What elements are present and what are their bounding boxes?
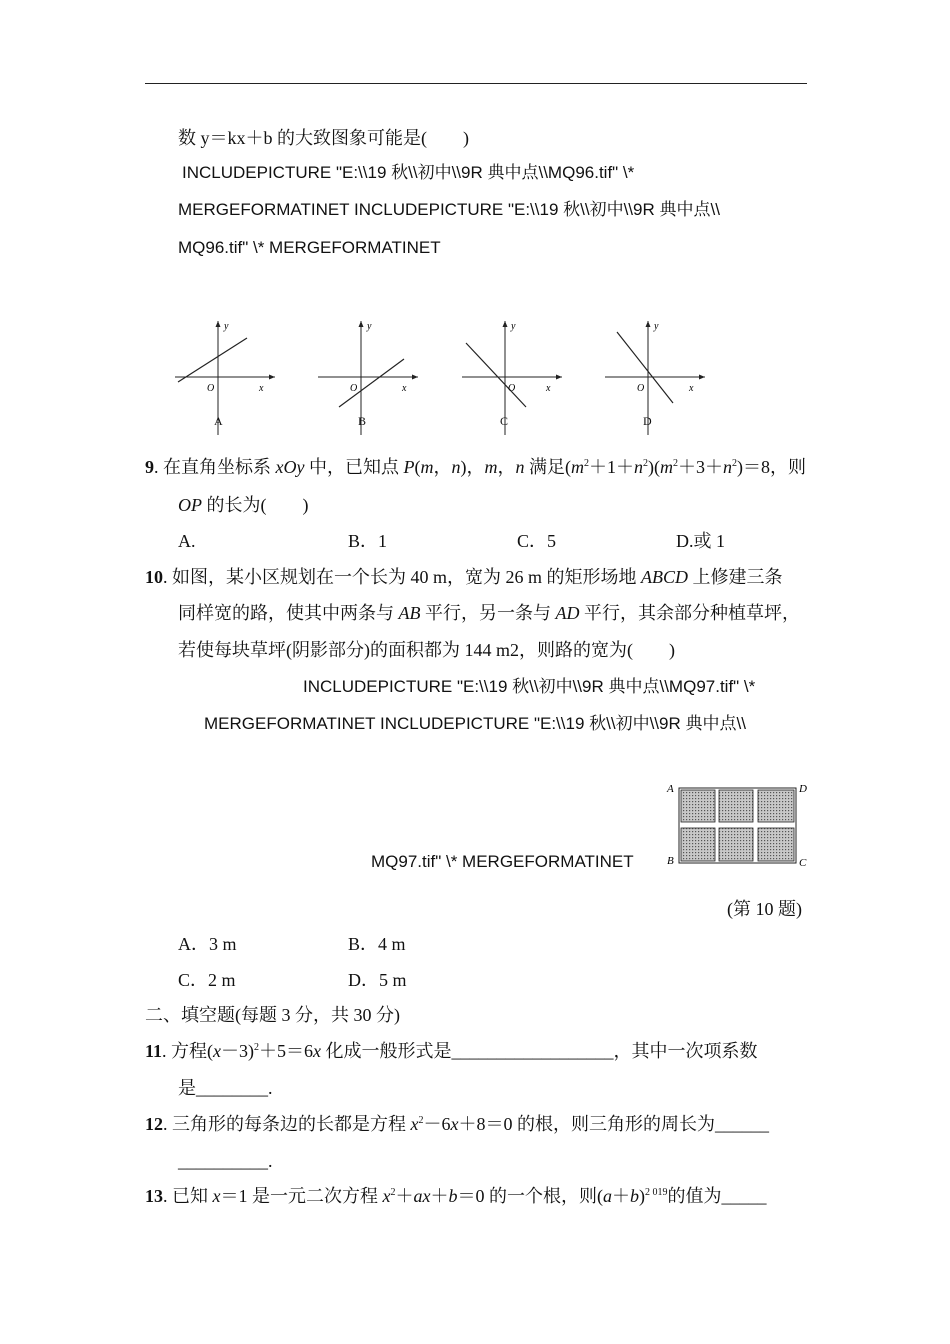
- corner-d: D: [799, 783, 807, 795]
- q12-var: x: [410, 1114, 419, 1134]
- q9-number: 9: [145, 457, 154, 477]
- q11-var: x: [213, 1041, 222, 1061]
- q8-include3: MQ96.tif" \* MERGEFORMATINET: [178, 238, 441, 257]
- q9-text: )(: [647, 457, 660, 477]
- q10-number: 10: [145, 567, 163, 587]
- q9-sup: 2: [642, 458, 648, 469]
- graph-a: [175, 315, 275, 435]
- graph-b-y-label: y: [367, 321, 372, 332]
- graph-c-label: C: [500, 414, 509, 428]
- q10-text: 平行，另一条与: [420, 603, 556, 623]
- q9-line2: [178, 493, 309, 517]
- q8-include1: INCLUDEPICTURE "E:\\19 秋\\初中\\9R 典中点\\MQ96.tif" \*: [182, 163, 635, 182]
- graph-c-line: [466, 343, 526, 407]
- q12-line2: __________.: [178, 1151, 273, 1171]
- q9-option-c: C．5: [517, 531, 557, 551]
- graph-c-y-label: y: [511, 321, 516, 332]
- q12-text: －6: [423, 1114, 451, 1134]
- graph-c-x-label: x: [546, 383, 551, 394]
- q10-text: 上修建三条: [688, 567, 783, 587]
- q9-line1: [145, 455, 806, 479]
- q13-text: ): [639, 1186, 645, 1206]
- q13-text: . 已知: [163, 1186, 213, 1206]
- q11-text: ＋5＝6: [259, 1041, 314, 1061]
- graph-b-origin: O: [350, 383, 358, 394]
- graph-d-line: [617, 332, 673, 403]
- q12-text: ＋8＝0 的根，则三角形的周长为______: [458, 1114, 769, 1134]
- q9-sup: 2: [672, 458, 678, 469]
- q13-var: x: [212, 1186, 221, 1206]
- q9-var: xOy: [275, 457, 305, 477]
- q13-text: ＝0 的一个根，则(: [457, 1186, 603, 1206]
- q10-line1: [145, 565, 783, 589]
- q10-line3: 若使每块草坪(阴影部分)的面积都为 144 m2，则路的宽为( ): [178, 640, 675, 660]
- q10-option-d: D．5 m: [348, 970, 407, 990]
- q13-text: 的值为_____: [667, 1186, 767, 1206]
- q12-text: . 三角形的每条边的长都是方程: [163, 1114, 411, 1134]
- q10-option-b: B．4 m: [348, 934, 406, 954]
- q9-var: n: [722, 457, 732, 477]
- q10-include1: INCLUDEPICTURE "E:\\19 秋\\初中\\9R 典中点\\MQ97.tif" \*: [303, 677, 756, 696]
- q13-sup: 2: [390, 1187, 396, 1198]
- q9-text: 满足(: [524, 457, 571, 477]
- q9-sup: 2: [731, 458, 737, 469]
- q11-line2: 是________.: [178, 1078, 273, 1098]
- graph-a-line: [178, 338, 247, 382]
- q9-text: (: [414, 457, 421, 477]
- graph-d-y-label: y: [654, 321, 659, 332]
- q13-text: ＋: [612, 1186, 630, 1206]
- q9-var: n: [515, 457, 525, 477]
- q9-text: ，: [433, 457, 452, 477]
- q9-text: . 在直角坐标系: [154, 457, 276, 477]
- q9-sup: 2: [583, 458, 589, 469]
- graph-c: [462, 315, 562, 435]
- q9-var: OP: [178, 495, 202, 515]
- q12-sup: 2: [418, 1115, 424, 1126]
- q11-text: . 方程(: [162, 1041, 214, 1061]
- q10-figure: [662, 780, 812, 872]
- q9-var: n: [633, 457, 643, 477]
- corner-a: A: [667, 783, 674, 795]
- q11-line1: [145, 1039, 758, 1063]
- q9-option-d: D.或 1: [676, 531, 725, 551]
- q11-text: 化成一般形式是__________________，其中一次项系数: [321, 1041, 758, 1061]
- graph-b-label: B: [358, 414, 367, 428]
- q13-text: ＋: [395, 1186, 414, 1206]
- graph-b-line: [339, 359, 404, 407]
- q10-option-a: A．3 m: [178, 934, 237, 954]
- q9-var: n: [451, 457, 461, 477]
- corner-b: B: [667, 855, 674, 867]
- q9-text: ＋3＋: [677, 457, 723, 477]
- q9-var: m: [659, 457, 673, 477]
- q10-include2: MERGEFORMATINET INCLUDEPICTURE "E:\\19 秋\\初中\\9R 典中点\\: [204, 714, 746, 733]
- q13-text: ＝1 是一元二次方程: [220, 1186, 383, 1206]
- q13-var: b: [448, 1186, 458, 1206]
- q13-sup: 2 019: [645, 1187, 668, 1198]
- q10-var: AB: [398, 603, 421, 623]
- q9-text: )，: [460, 457, 485, 477]
- q10-text: 同样宽的路，使其中两条与: [178, 603, 399, 623]
- graph-d-origin: O: [637, 383, 645, 394]
- q10-var: AD: [555, 603, 580, 623]
- q10-include3: MQ97.tif" \* MERGEFORMATINET: [371, 852, 634, 871]
- q12-line1: [145, 1112, 769, 1136]
- q10-line2: [178, 601, 800, 625]
- graph-b-x-label: x: [402, 383, 407, 394]
- graph-d-label: D: [643, 414, 652, 428]
- graph-a-origin: O: [207, 383, 215, 394]
- q12-var: x: [450, 1114, 459, 1134]
- q12-number: 12: [145, 1114, 163, 1134]
- q11-number: 11: [145, 1041, 163, 1061]
- q10-text: . 如图，某小区规划在一个长为 40 m，宽为 26 m 的矩形场地: [163, 567, 641, 587]
- q9-var: m: [570, 457, 584, 477]
- graph-d-x-label: x: [689, 383, 694, 394]
- q11-var: x: [313, 1041, 322, 1061]
- q9-var: P: [403, 457, 415, 477]
- q9-text: 中，已知点: [304, 457, 404, 477]
- q10-var: ABCD: [641, 567, 688, 587]
- q11-text: －3): [221, 1041, 255, 1061]
- section-heading: 二、填空题(每题 3 分，共 30 分): [145, 1005, 400, 1025]
- q10-caption: (第 10 题): [727, 899, 802, 919]
- q10-text: 平行，其余部分种植草坪，: [579, 603, 800, 623]
- q13-var: b: [630, 1186, 639, 1206]
- q9-text: ，: [497, 457, 516, 477]
- graph-c-origin: O: [508, 383, 516, 394]
- header-rule: [145, 83, 807, 84]
- q9-option-b: B．1: [348, 531, 388, 551]
- q13-line1: [145, 1184, 767, 1208]
- q10-option-c: C．2 m: [178, 970, 236, 990]
- q9-option-a: A.: [178, 531, 196, 551]
- q13-var: x: [382, 1186, 391, 1206]
- q8-line1: 数 y＝kx＋b 的大致图象可能是( ): [178, 128, 469, 148]
- q13-var: a: [603, 1186, 612, 1206]
- q13-text: ＋: [430, 1186, 449, 1206]
- q9-text: ＋1＋: [588, 457, 634, 477]
- graph-a-label: A: [214, 414, 223, 428]
- q9-text: 的长为( ): [202, 495, 309, 515]
- q13-var: ax: [413, 1186, 431, 1206]
- q11-sup: 2: [254, 1042, 260, 1053]
- q9-var: m: [420, 457, 434, 477]
- q13-number: 13: [145, 1186, 163, 1206]
- graph-d: [605, 315, 705, 435]
- graph-a-y-label: y: [224, 321, 229, 332]
- q8-include2: MERGEFORMATINET INCLUDEPICTURE "E:\\19 秋\\初中\\9R 典中点\\: [178, 200, 720, 219]
- q9-text: )＝8，则: [736, 457, 806, 477]
- q9-var: m: [484, 457, 498, 477]
- graph-a-x-label: x: [259, 383, 264, 394]
- graph-b: [318, 315, 418, 435]
- corner-c: C: [799, 857, 807, 869]
